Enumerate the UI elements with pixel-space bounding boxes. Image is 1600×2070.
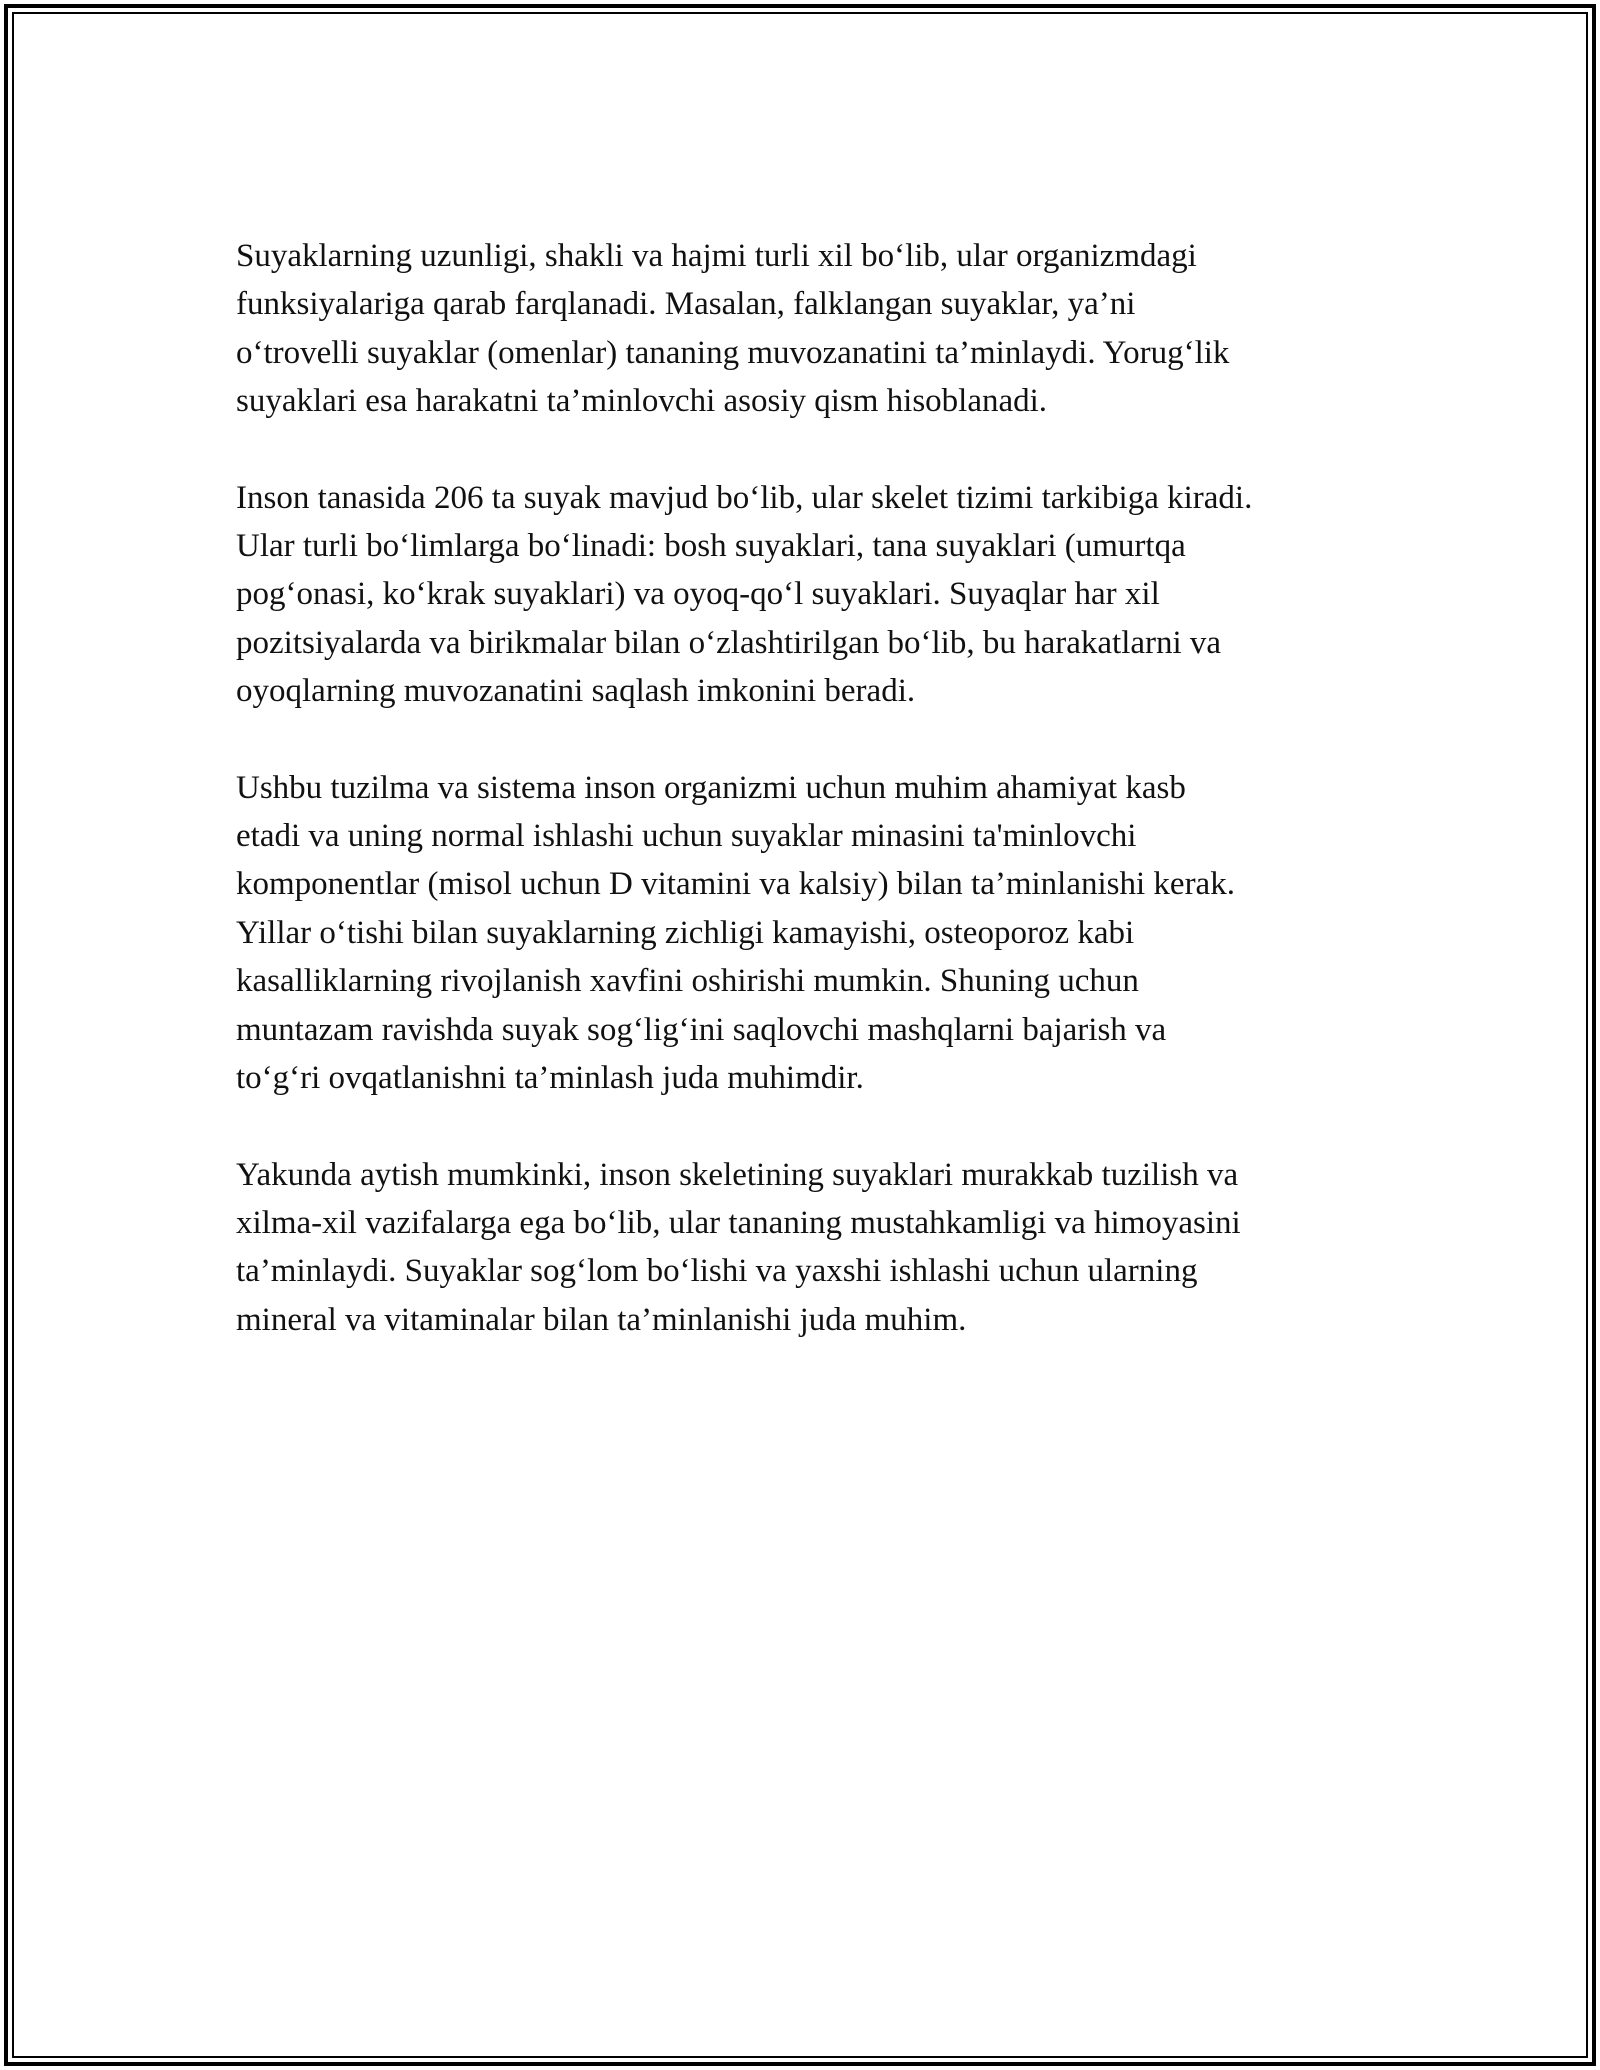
paragraph-3 — [236, 764, 1376, 1103]
paragraph-line: Yillar o‘tishi bilan suyaklarning zichligi kamayishi, osteoporoz kabi — [236, 914, 1135, 951]
paragraph-line: Yakunda aytish mumkinki, inson skeletining suyaklari murakkab tuzilish va — [236, 1156, 1239, 1193]
paragraph-line: pog‘onasi, ko‘krak suyaklari) va oyoq-qo‘l suyaklari. Suyaqlar har xil — [236, 576, 1160, 613]
paragraph-line: pozitsiyalarda va birikmalar bilan o‘zlashtirilgan bo‘lib, bu harakatlarni va — [236, 624, 1222, 661]
paragraph-1 — [236, 232, 1376, 426]
paragraph-line: Ushbu tuzilma va sistema inson organizmi uchun muhim ahamiyat kasb — [236, 769, 1186, 806]
paragraph-line: Inson tanasida 206 ta suyak mavjud bo‘lib, ular skelet tizimi tarkibiga kiradi. — [236, 479, 1253, 516]
paragraph-line: Ular turli bo‘limlarga bo‘linadi: bosh suyaklari, tana suyaklari (umurtqa — [236, 528, 1186, 565]
document-body — [236, 232, 1376, 1392]
paragraph-line: suyaklari esa harakatni ta’minlovchi asosiy qism hisoblanadi. — [236, 383, 1048, 420]
paragraph-line: mineral va vitaminalar bilan ta’minlanishi juda muhim. — [236, 1301, 967, 1338]
paragraph-line: funksiyalariga qarab farqlanadi. Masalan, falklangan suyaklar, ya’ni — [236, 286, 1136, 323]
paragraph-2 — [236, 474, 1376, 716]
paragraph-line: oyoqlarning muvozanatini saqlash imkonini beradi. — [236, 673, 916, 710]
paragraph-line: komponentlar (misol uchun D vitamini va kalsiy) bilan ta’minlanishi kerak. — [236, 866, 1235, 903]
paragraph-line: muntazam ravishda suyak sog‘lig‘ini saqlovchi mashqlarni bajarish va — [236, 1011, 1167, 1048]
paragraph-line: kasalliklarning rivojlanish xavfini oshirishi mumkin. Shuning uchun — [236, 963, 1139, 1000]
paragraph-line: ta’minlaydi. Suyaklar sog‘lom bo‘lishi va yaxshi ishlashi uchun ularning — [236, 1253, 1198, 1290]
paragraph-line: o‘trovelli suyaklar (omenlar) tananing muvozanatini ta’minlaydi. Yorug‘lik — [236, 334, 1230, 371]
paragraph-line: etadi va uning normal ishlashi uchun suyaklar minasini ta'minlovchi — [236, 818, 1137, 855]
paragraph-line: xilma-xil vazifalarga ega bo‘lib, ular tananing mustahkamligi va himoyasini — [236, 1204, 1241, 1241]
paragraph-4 — [236, 1151, 1376, 1345]
paragraph-line: Suyaklarning uzunligi, shakli va hajmi turli xil bo‘lib, ular organizmdagi — [236, 238, 1197, 274]
paragraph-line: to‘g‘ri ovqatlanishni ta’minlash juda muhimdir. — [236, 1060, 864, 1097]
